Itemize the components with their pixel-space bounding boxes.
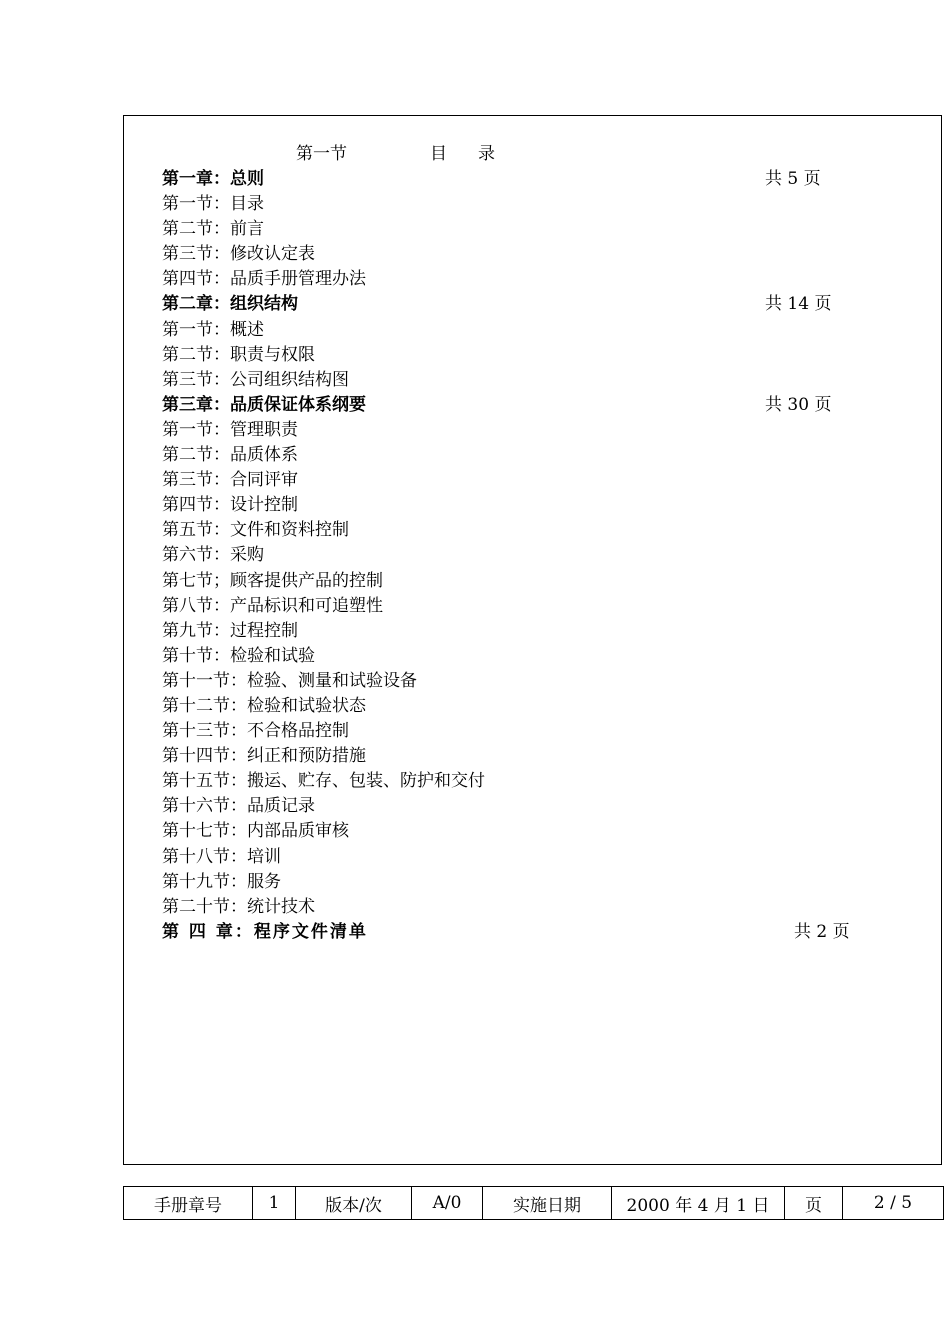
toc-section-row [162, 468, 882, 493]
toc-section-title: 第二十节：统计技术 [162, 896, 315, 917]
version-label: 版本/次 [296, 1187, 412, 1220]
manual-chapter-label: 手册章号 [124, 1187, 253, 1220]
toc-section-row [162, 192, 882, 217]
toc-chapter-row [162, 292, 882, 317]
footer-row [124, 1187, 944, 1220]
toc-section-title: 第九节：过程控制 [162, 620, 298, 641]
document-footer-table [123, 1186, 944, 1220]
toc-section-title: 第二节：品质体系 [162, 445, 298, 466]
toc-section-title: 第十六节：品质记录 [162, 796, 315, 817]
toc-section-row [162, 744, 882, 769]
toc-chapter-page-count: 共 30 页 [765, 394, 832, 415]
manual-chapter-value: 1 [253, 1187, 296, 1220]
toc-section-row [162, 845, 882, 870]
version-value: A/0 [412, 1187, 483, 1220]
effective-date-label: 实施日期 [483, 1187, 612, 1220]
toc-section-title: 第二节：职责与权限 [162, 344, 315, 365]
toc-section-title: 第三节：合同评审 [162, 470, 298, 491]
toc-list [162, 167, 882, 945]
toc-section-row [162, 794, 882, 819]
toc-section-title: 第七节；顾客提供产品的控制 [162, 570, 383, 591]
toc-chapter-page-count: 共 5 页 [765, 169, 821, 189]
toc-heading-section: 第一节 [296, 144, 347, 164]
page-value: 2 / 5 [843, 1187, 944, 1220]
toc-section-title: 第二节：前言 [162, 219, 264, 240]
toc-section-title: 第一节：管理职责 [162, 419, 298, 440]
toc-section-row [162, 418, 882, 443]
toc-heading-char-1: 目 [430, 144, 447, 164]
toc-section-row [162, 368, 882, 393]
toc-section-title: 第四节：品质手册管理办法 [162, 269, 366, 290]
toc-section-title: 第一节：目录 [162, 194, 264, 215]
toc-section-title: 第十三节：不合格品控制 [162, 721, 349, 742]
toc-section-title: 第十九节：服务 [162, 871, 281, 892]
toc-section-row [162, 493, 882, 518]
toc-section-row [162, 819, 882, 844]
toc-section-title: 第一节：概述 [162, 319, 264, 340]
toc-section-title: 第十二节：检验和试验状态 [162, 695, 366, 716]
toc-section-row [162, 719, 882, 744]
toc-section-title: 第八节：产品标识和可追塑性 [162, 595, 383, 616]
toc-section-row [162, 518, 882, 543]
toc-section-title: 第十五节：搬运、贮存、包装、防护和交付 [162, 771, 485, 792]
toc-chapter-row [162, 920, 882, 945]
toc-section-row [162, 619, 882, 644]
toc-section-row [162, 870, 882, 895]
toc-chapter-page-count: 共 2 页 [794, 921, 850, 942]
toc-section-row [162, 895, 882, 920]
toc-section-row [162, 318, 882, 343]
toc-section-title: 第十四节：纠正和预防措施 [162, 746, 366, 767]
toc-section-row [162, 644, 882, 669]
toc-section-title: 第三节：修改认定表 [162, 244, 315, 265]
toc-section-title: 第四节：设计控制 [162, 495, 298, 516]
toc-chapter-row [162, 167, 882, 192]
toc-section-title: 第十八节：培训 [162, 846, 281, 867]
toc-heading-char-2: 录 [478, 144, 495, 164]
page-label: 页 [785, 1187, 843, 1220]
toc-section-row [162, 267, 882, 292]
toc-section-row [162, 443, 882, 468]
toc-section-title: 第十一节：检验、测量和试验设备 [162, 670, 417, 691]
toc-chapter-title: 第二章：组织结构 [162, 294, 298, 315]
toc-section-title: 第三节：公司组织结构图 [162, 369, 349, 390]
toc-chapter-title: 第 四 章：程序文件清单 [162, 921, 368, 942]
toc-section-row [162, 594, 882, 619]
toc-section-row [162, 669, 882, 694]
toc-section-row [162, 343, 882, 368]
toc-section-title: 第十节：检验和试验 [162, 645, 315, 666]
toc-section-row [162, 242, 882, 267]
toc-section-row [162, 569, 882, 594]
toc-chapter-page-count: 共 14 页 [765, 294, 832, 315]
effective-date-value: 2000 年 4 月 1 日 [612, 1187, 785, 1220]
toc-chapter-title: 第一章：总则 [162, 169, 264, 189]
toc-chapter-row [162, 393, 882, 418]
toc-section-row [162, 217, 882, 242]
toc-chapter-title: 第三章：品质保证体系纲要 [162, 394, 366, 415]
toc-section-title: 第十七节：内部品质审核 [162, 821, 349, 842]
toc-section-row [162, 769, 882, 794]
toc-section-row [162, 543, 882, 568]
toc-section-title: 第六节：采购 [162, 545, 264, 566]
toc-section-row [162, 694, 882, 719]
toc-section-title: 第五节：文件和资料控制 [162, 520, 349, 541]
